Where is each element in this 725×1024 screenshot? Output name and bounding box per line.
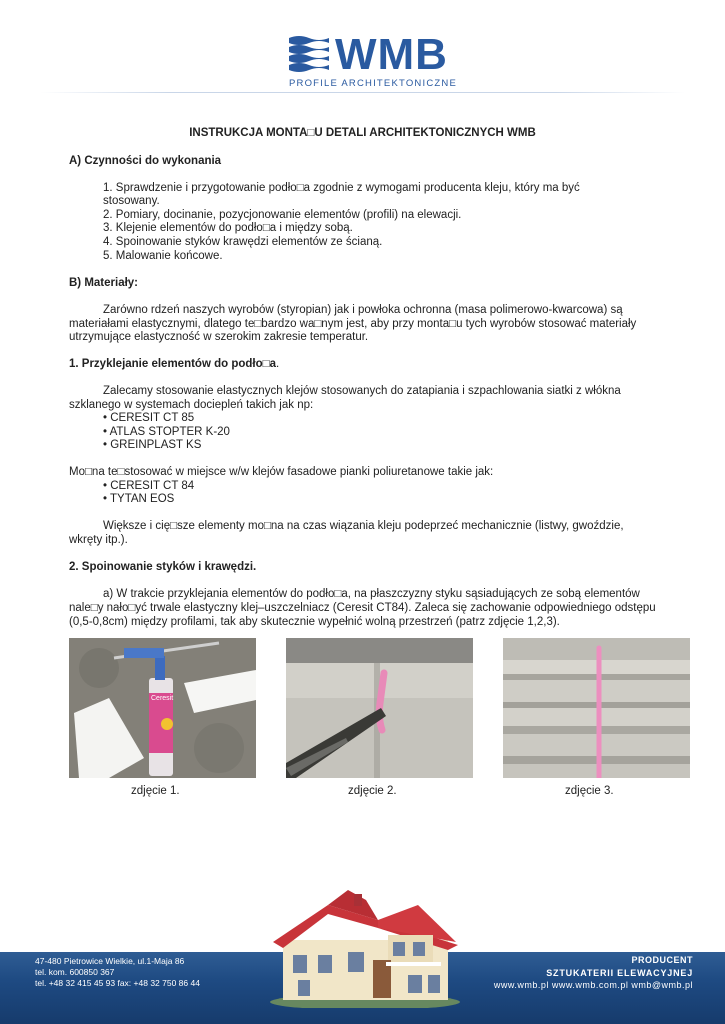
glue-list-item: • GREINPLAST KS bbox=[103, 439, 202, 451]
section-2-heading: 2. Spoinowanie styków i krawędzi. bbox=[69, 561, 257, 573]
photo-2-caption: zdjęcie 2. bbox=[348, 785, 397, 797]
section-b-line: materiałami elastycznymi, dlatego te□bardzo wa□nym jest, aby przy monta□u tych wyrobów stosować materiały bbox=[69, 318, 637, 330]
photo-3-image bbox=[503, 638, 690, 778]
section-a-item: 2. Pomiary, docinanie, pozycjonowanie elementów (profili) na elewacji. bbox=[103, 209, 462, 221]
section-2-line: nale□y nało□yć trwale elastyczny klej–uszczelniacz (Ceresit CT84). Zaleca się zachowanie odpowiedniego odstępu bbox=[69, 602, 656, 614]
section-a-item: stosowany. bbox=[103, 195, 160, 207]
photo-1 bbox=[69, 638, 256, 778]
section-a-item: 4. Spoinowanie styków krawędzi elementów ze ścianą. bbox=[103, 236, 383, 248]
section-a-item: 1. Sprawdzenie i przygotowanie podło□a zgodnie z wymogami producenta kleju, który ma być bbox=[103, 182, 580, 194]
section-1-heading bbox=[69, 358, 279, 372]
house-illustration bbox=[268, 890, 463, 1008]
section-a-heading: A) Czynności do wykonania bbox=[69, 155, 222, 167]
logo-stripes-icon bbox=[289, 34, 329, 74]
footer-phone: tel. kom. 600850 367 bbox=[35, 967, 115, 977]
logo-name: WMB bbox=[335, 30, 448, 79]
document-title: INSTRUKCJA MONTA□U DETALI ARCHITEKTONICZNYCH WMB bbox=[189, 127, 536, 139]
photo-1-caption: zdjęcie 1. bbox=[131, 785, 180, 797]
section-a-item: 3. Klejenie elementów do podło□a i między sobą. bbox=[103, 222, 353, 234]
section-a-item: 5. Malowanie końcowe. bbox=[103, 250, 223, 262]
footer-producer: PRODUCENT bbox=[631, 955, 693, 965]
header-divider bbox=[40, 92, 685, 93]
company-logo bbox=[289, 30, 457, 90]
photo-2-image bbox=[286, 638, 473, 778]
section-1-paragraph: Zalecamy stosowanie elastycznych klejów stosowanych do zatapiania i szpachlowania siatki z włókna bbox=[103, 385, 621, 397]
section-1-paragraph: wkręty itp.). bbox=[69, 534, 128, 546]
footer-address: 47-480 Pietrowice Wielkie, ul.1-Maja 86 bbox=[35, 956, 185, 966]
section-1-paragraph: Mo□na te□stosować w miejsce w/w klejów fasadowe pianki poliuretanowe takie jak: bbox=[69, 466, 494, 478]
footer-contacts: www.wmb.pl www.wmb.com.pl wmb@wmb.pl bbox=[493, 980, 693, 990]
footer-producer-block bbox=[494, 955, 693, 990]
section-1-paragraph: Większe i cię□sze elementy mo□na na czas wiązania kleju podeprzeć mechanicznie (listwy, gwoździe, bbox=[103, 520, 624, 532]
section-1-heading-text: 1. Przyklejanie elementów do podło□a bbox=[69, 358, 276, 370]
footer-product: SZTUKATERII ELEWACYJNEJ bbox=[546, 968, 693, 978]
glue-list-item: • ATLAS STOPTER K-20 bbox=[103, 426, 230, 438]
can-label: Ceresit bbox=[151, 695, 174, 702]
section-2-line: (0,5-0,8cm) między profilami, tak aby skutecznie wypełnić wolną przestrzeń (patrz zdjęcie 1,2,3). bbox=[69, 616, 560, 628]
section-b-line: Zarówno rdzeń naszych wyrobów (styropian) jak i powłoka ochronna (masa polimerowo-kwarcowa) są bbox=[103, 304, 623, 316]
section-b-heading: B) Materiały: bbox=[69, 277, 139, 289]
section-1-paragraph: szklanego w systemach dociepleń takich jak np: bbox=[69, 399, 314, 411]
footer-tel-fax: tel. +48 32 415 45 93 fax: +48 32 750 86 44 bbox=[35, 978, 200, 988]
logo-subtitle: PROFILE ARCHITEKTONICZNE bbox=[289, 78, 457, 89]
section-b-line: utrzymujące elastyczność w szerokim zakresie temperatur. bbox=[69, 331, 369, 343]
photo-3 bbox=[503, 638, 690, 778]
section-1-heading-dot: . bbox=[275, 358, 280, 370]
foam-list-item: • TYTAN EOS bbox=[103, 493, 175, 505]
glue-list-item: • CERESIT CT 85 bbox=[103, 412, 195, 424]
photo-1-image bbox=[69, 638, 256, 778]
photo-3-caption: zdjęcie 3. bbox=[565, 785, 614, 797]
section-2-line: a) W trakcie przyklejania elementów do podło□a, na płaszczyzny styku sąsiadujących ze sobą elementów bbox=[103, 588, 640, 600]
footer-address-block bbox=[35, 956, 200, 989]
foam-list-item: • CERESIT CT 84 bbox=[103, 480, 195, 492]
photo-2 bbox=[286, 638, 473, 778]
